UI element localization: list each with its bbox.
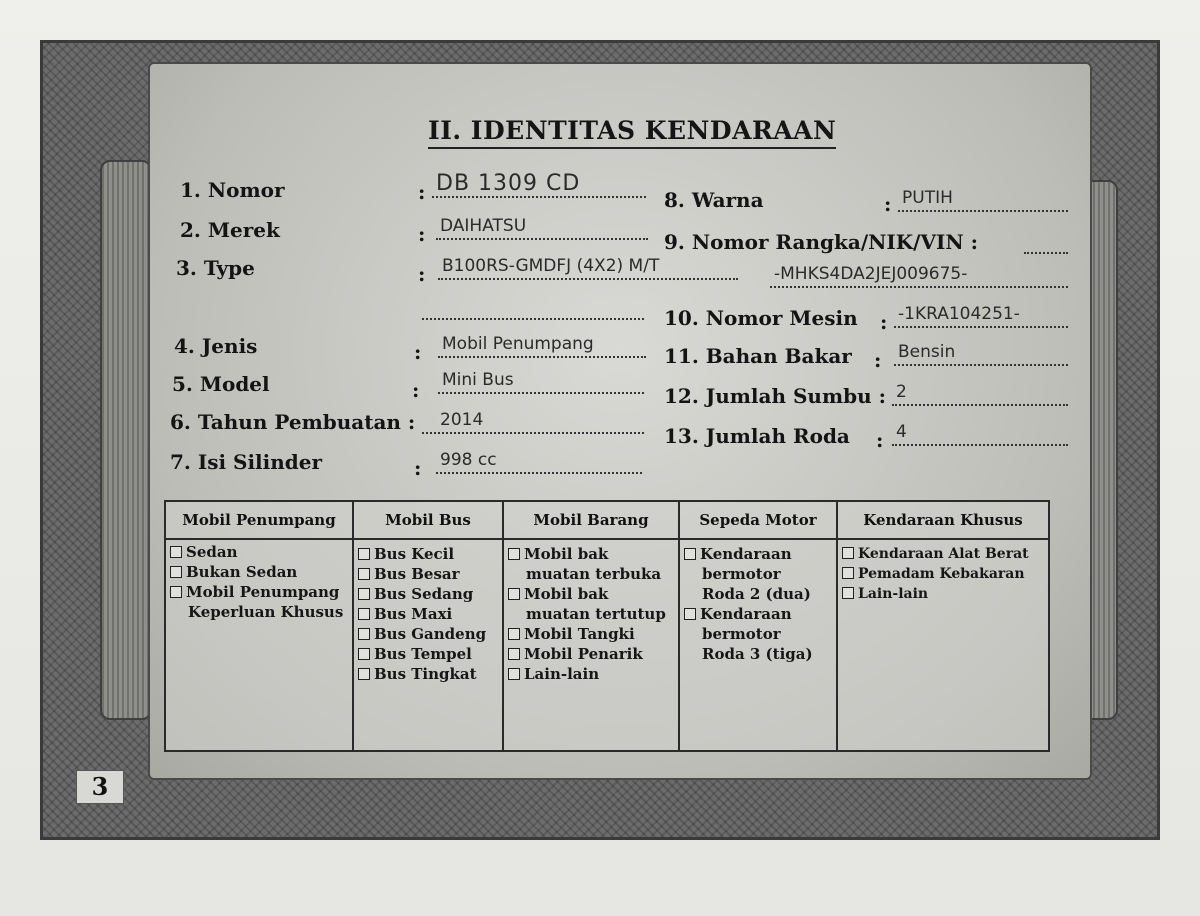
checkbox-icon xyxy=(170,566,182,578)
value-jumlah-roda: 4 xyxy=(892,420,1068,446)
category-item[interactable]: Kendaraan xyxy=(680,604,836,624)
value-isi-silinder: 998 cc xyxy=(436,448,642,474)
value-jumlah-sumbu: 2 xyxy=(892,380,1068,406)
value-warna: PUTIH xyxy=(898,186,1068,212)
category-item[interactable]: Bus Sedang xyxy=(354,584,502,604)
category-item[interactable]: Kendaraan Alat Berat xyxy=(838,544,1048,564)
checkbox-icon xyxy=(842,567,854,579)
checkbox-icon xyxy=(508,668,520,680)
checkbox-icon xyxy=(842,587,854,599)
blank-line xyxy=(422,316,644,320)
value-merek: DAIHATSU xyxy=(436,214,648,240)
page-title: II. IDENTITAS KENDARAAN xyxy=(428,116,836,149)
checkbox-icon xyxy=(684,548,696,560)
category-mobil-penumpang xyxy=(166,502,354,750)
colon: : xyxy=(414,456,422,480)
colon: : xyxy=(880,310,888,334)
label-model: 5. Model xyxy=(172,372,270,396)
checkbox-icon xyxy=(170,546,182,558)
label-type: 3. Type xyxy=(176,256,255,280)
checkbox-icon xyxy=(358,568,370,580)
category-sepeda-motor xyxy=(680,502,838,750)
category-mobil-barang xyxy=(504,502,680,750)
checkbox-icon xyxy=(358,588,370,600)
category-item[interactable]: Bus Tingkat xyxy=(354,664,502,684)
checkbox-icon xyxy=(508,548,520,560)
category-item[interactable]: Kendaraan xyxy=(680,544,836,564)
label-nomor-mesin: 10. Nomor Mesin xyxy=(664,306,858,330)
category-item[interactable]: Bus Kecil xyxy=(354,544,502,564)
category-item[interactable]: Pemadam Kebakaran xyxy=(838,564,1048,584)
value-nomor: DB 1309 CD xyxy=(432,172,646,198)
label-warna: 8. Warna xyxy=(664,188,764,212)
category-item-continuation: bermotor xyxy=(702,625,781,643)
decorative-band-left xyxy=(100,160,152,720)
value-tahun-pembuatan: 2014 xyxy=(422,408,644,434)
checkbox-icon xyxy=(358,548,370,560)
category-header: Sepeda Motor xyxy=(680,502,836,540)
category-item[interactable]: Lain-lain xyxy=(838,584,1048,604)
blank-line xyxy=(1024,250,1068,254)
category-header: Mobil Barang xyxy=(504,502,678,540)
category-item-continuation: bermotor xyxy=(702,565,781,583)
checkbox-icon xyxy=(508,628,520,640)
category-item-continuation: Roda 3 (tiga) xyxy=(702,645,813,663)
label-merek: 2. Merek xyxy=(180,218,280,242)
category-header: Mobil Penumpang xyxy=(166,502,352,540)
category-item[interactable]: Mobil Penumpang xyxy=(166,582,352,602)
value-nomor-mesin: -1KRA104251- xyxy=(894,302,1068,328)
category-item[interactable]: Lain-lain xyxy=(504,664,678,684)
category-item[interactable]: Bus Gandeng xyxy=(354,624,502,644)
colon: : xyxy=(418,262,426,286)
label-isi-silinder: 7. Isi Silinder xyxy=(170,450,323,474)
checkbox-icon xyxy=(684,608,696,620)
category-item[interactable]: Mobil Penarik xyxy=(504,644,678,664)
value-bahan-bakar: Bensin xyxy=(894,340,1068,366)
category-item[interactable]: Mobil bak xyxy=(504,544,678,564)
checkbox-icon xyxy=(358,668,370,680)
colon: : xyxy=(884,192,892,216)
value-nomor-rangka: -MHKS4DA2JEJ009675- xyxy=(770,262,1068,288)
label-jenis: 4. Jenis xyxy=(174,334,258,358)
checkbox-icon xyxy=(842,547,854,559)
page-number: 3 xyxy=(76,770,124,804)
category-kendaraan-khusus xyxy=(838,502,1048,750)
category-item-continuation: Roda 2 (dua) xyxy=(702,585,811,603)
checkbox-icon xyxy=(358,628,370,640)
category-item-continuation: muatan tertutup xyxy=(526,605,666,623)
checkbox-icon xyxy=(508,648,520,660)
category-header: Mobil Bus xyxy=(354,502,502,540)
category-header: Kendaraan Khusus xyxy=(838,502,1048,540)
category-mobil-bus xyxy=(354,502,504,750)
colon: : xyxy=(874,348,882,372)
value-jenis: Mobil Penumpang xyxy=(438,332,646,358)
checkbox-icon xyxy=(358,608,370,620)
label-jumlah-sumbu: 12. Jumlah Sumbu : xyxy=(664,384,887,408)
vehicle-category-table xyxy=(164,500,1050,752)
category-item[interactable]: Bus Maxi xyxy=(354,604,502,624)
checkbox-icon xyxy=(508,588,520,600)
value-model: Mini Bus xyxy=(438,368,644,394)
colon: : xyxy=(418,180,426,204)
checkbox-icon xyxy=(358,648,370,660)
colon: : xyxy=(418,222,426,246)
category-item[interactable]: Mobil Tangki xyxy=(504,624,678,644)
value-type: B100RS-GMDFJ (4X2) M/T xyxy=(438,254,738,280)
label-tahun-pembuatan: 6. Tahun Pembuatan : xyxy=(170,410,416,434)
colon: : xyxy=(876,428,884,452)
category-item[interactable]: Bus Besar xyxy=(354,564,502,584)
category-item-continuation: Keperluan Khusus xyxy=(188,603,344,621)
checkbox-icon xyxy=(170,586,182,598)
label-nomor: 1. Nomor xyxy=(180,178,285,202)
label-nomor-rangka: 9. Nomor Rangka/NIK/VIN : xyxy=(664,230,978,254)
category-item-continuation: muatan terbuka xyxy=(526,565,662,583)
colon: : xyxy=(412,378,420,402)
category-item[interactable]: Bukan Sedan xyxy=(166,562,352,582)
category-item[interactable]: Bus Tempel xyxy=(354,644,502,664)
label-jumlah-roda: 13. Jumlah Roda xyxy=(664,424,850,448)
category-item[interactable]: Mobil bak xyxy=(504,584,678,604)
label-bahan-bakar: 11. Bahan Bakar xyxy=(664,344,852,368)
colon: : xyxy=(414,340,422,364)
category-item[interactable]: Sedan xyxy=(166,542,352,562)
